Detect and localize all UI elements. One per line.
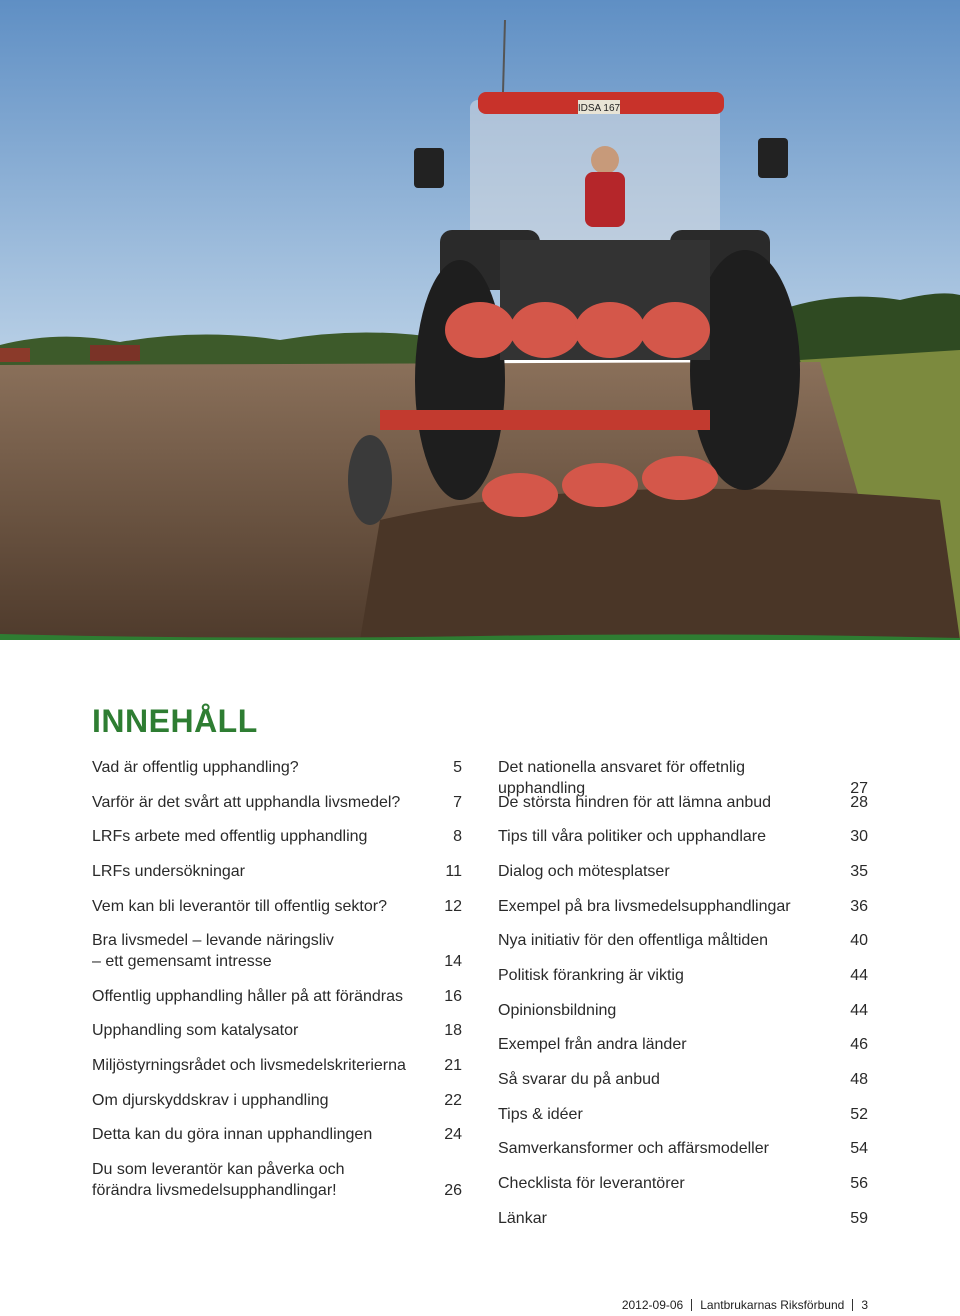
toc-entry[interactable]	[92, 826, 462, 847]
footer-separator	[691, 1299, 692, 1311]
toc-entry[interactable]	[498, 1173, 868, 1194]
toc-entry-title: Bra livsmedel – levande näringsliv – ett gemensamt intresse	[92, 932, 334, 970]
toc-entry-page: 44	[850, 967, 868, 984]
toc-entry[interactable]	[498, 1208, 868, 1229]
toc-entry[interactable]	[92, 1124, 462, 1145]
toc-entry[interactable]	[498, 1104, 868, 1125]
toc-entry-page: 56	[850, 1175, 868, 1192]
toc-entry-title: LRFs undersökningar	[92, 863, 245, 880]
toc-entry-title: Politisk förankring är viktig	[498, 967, 684, 984]
toc-entry-title: LRFs arbete med offentlig upphandling	[92, 828, 368, 845]
toc-entry-page: 30	[850, 828, 868, 845]
toc-entry-page: 22	[444, 1092, 462, 1109]
footer-date: 2012-09-06	[621, 1298, 684, 1312]
svg-text:IDSA 167: IDSA 167	[577, 103, 621, 114]
toc-entry[interactable]	[498, 1000, 868, 1021]
toc-entry[interactable]	[498, 965, 868, 986]
toc-entry-page: 8	[453, 828, 462, 845]
toc-entry-page: 59	[850, 1210, 868, 1227]
toc-entry[interactable]	[92, 1090, 462, 1111]
toc-entry-page: 48	[850, 1071, 868, 1088]
toc-entry-title: Tips till våra politiker och upphandlare	[498, 828, 766, 845]
toc-entry-title: Länkar	[498, 1210, 547, 1227]
toc-entry-title: Samverkansformer och affärsmodeller	[498, 1140, 769, 1157]
toc-entry[interactable]	[92, 1159, 462, 1201]
toc-entry-title: Exempel från andra länder	[498, 1036, 687, 1053]
toc-entry-page: 21	[444, 1057, 462, 1074]
toc-entry-page: 5	[453, 759, 462, 776]
page-footer	[622, 1298, 868, 1312]
toc-entry-title: Checklista för leverantörer	[498, 1175, 685, 1192]
toc-entry-title: Det nationella ansvaret för offetnlig upphandling	[498, 759, 745, 797]
toc-entry-page: 24	[444, 1126, 462, 1143]
toc-entry-title: Du som leverantör kan påverka och förändra livsmedelsupphandlingar!	[92, 1161, 345, 1199]
toc-entry[interactable]	[498, 826, 868, 847]
toc-entry[interactable]	[92, 1020, 462, 1041]
toc-entry-page: 35	[850, 863, 868, 880]
toc-entry-page: 27	[850, 780, 868, 797]
toc-entry-page: 52	[850, 1106, 868, 1123]
toc-entry[interactable]	[498, 1069, 868, 1090]
toc-entry-title: Vem kan bli leverantör till offentlig sektor?	[92, 898, 387, 915]
toc-entry[interactable]	[498, 896, 868, 917]
toc-entry-title: Nya initiativ för den offentliga måltiden	[498, 932, 769, 949]
toc-entry-page: 16	[444, 988, 462, 1005]
toc-entry-title: Offentlig upphandling håller på att förändras	[92, 988, 404, 1005]
plowed-furrows	[360, 489, 960, 640]
farm-building	[0, 348, 30, 362]
toc-entry[interactable]	[498, 861, 868, 882]
toc-entry-page: 36	[850, 898, 868, 915]
toc-entry[interactable]	[92, 792, 462, 813]
toc-entry-page: 26	[444, 1182, 462, 1199]
toc-heading: INNEHÅLL	[92, 703, 258, 739]
toc-entry-title: Exempel på bra livsmedelsupphandlingar	[498, 898, 791, 915]
footer-page-number: 3	[861, 1298, 868, 1312]
toc-entry-page: 14	[444, 953, 462, 970]
toc-entry-title: Detta kan du göra innan upphandlingen	[92, 1126, 373, 1143]
toc-entry[interactable]	[92, 986, 462, 1007]
toc-entry-page: 40	[850, 932, 868, 949]
toc-entry[interactable]	[92, 1055, 462, 1076]
toc-entry-page: 7	[453, 794, 462, 811]
footer-org: Lantbrukarnas Riksförbund	[700, 1298, 845, 1312]
toc-entry-page: 12	[444, 898, 462, 915]
toc-entry-title: De största hindren för att lämna anbud	[498, 794, 772, 811]
toc-entry-title: Varför är det svårt att upphandla livsmedel?	[92, 794, 401, 811]
toc-entry[interactable]	[498, 1034, 868, 1055]
tree-line-left	[0, 332, 440, 365]
toc-entry-page: 11	[445, 863, 462, 880]
toc-entry-title: Miljöstyrningsrådet och livsmedelskriterierna	[92, 1057, 406, 1074]
cover-photo	[0, 0, 960, 640]
toc-entry-page: 46	[850, 1036, 868, 1053]
toc-entry-title: Tips & idéer	[498, 1106, 583, 1123]
toc-entry-title: Dialog och mötesplatser	[498, 863, 670, 880]
toc-entry[interactable]	[498, 792, 868, 813]
toc-entry-title: Upphandling som katalysator	[92, 1022, 299, 1039]
toc-entry[interactable]	[92, 896, 462, 917]
toc-entry[interactable]	[92, 861, 462, 882]
tractor-field-image	[0, 0, 960, 640]
toc-entry-title: Så svarar du på anbud	[498, 1071, 660, 1088]
toc-entry-page: 44	[850, 1002, 868, 1019]
toc-entry-page: 18	[444, 1022, 462, 1039]
toc-entry-title: Om djurskyddskrav i upphandling	[92, 1092, 329, 1109]
toc-entry-page: 28	[850, 794, 868, 811]
toc-entry[interactable]	[498, 1138, 868, 1159]
farm-building	[90, 345, 140, 361]
toc-entry-title: Vad är offentlig upphandling?	[92, 759, 299, 776]
toc-entry[interactable]	[92, 930, 462, 972]
toc-entry-title: Opinionsbildning	[498, 1002, 617, 1019]
toc-entry[interactable]	[92, 757, 462, 778]
footer-separator	[852, 1299, 853, 1311]
toc-entry[interactable]	[498, 930, 868, 951]
toc-entry-page: 54	[850, 1140, 868, 1157]
